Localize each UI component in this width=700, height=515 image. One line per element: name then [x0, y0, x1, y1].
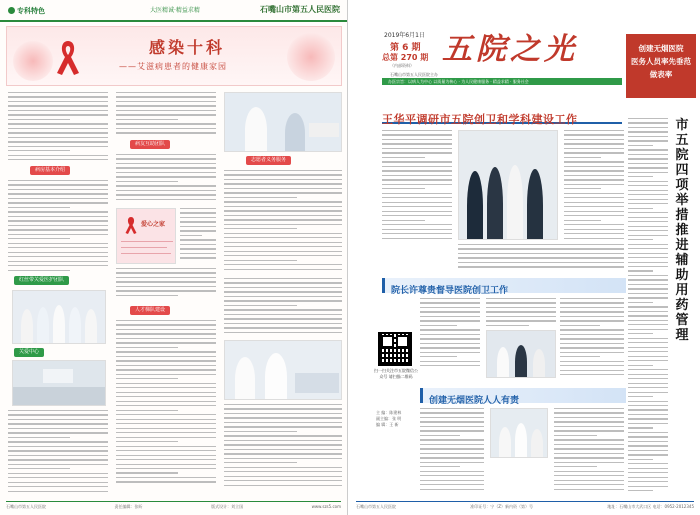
consultation-photo	[224, 92, 342, 152]
section-dot-icon	[8, 7, 15, 14]
article-text-block	[224, 170, 342, 274]
editor-line: 副主编：张 明	[376, 416, 402, 421]
article-text-block	[382, 130, 452, 242]
ward-photo	[12, 360, 106, 406]
publication-nature: （内部资料）	[390, 63, 414, 68]
subhead-creation-inspection	[382, 278, 626, 296]
issue-date: 2019年6月1日	[384, 32, 425, 39]
tag-team-building: 人才梯队建设	[130, 306, 170, 315]
footer-website: www.szs5.com	[311, 504, 341, 509]
feature-banner	[6, 26, 342, 86]
editor-line: 主 编：陈建林	[376, 410, 402, 415]
article-text-block	[116, 154, 216, 204]
article-text-block	[420, 408, 484, 492]
love-home-poster	[116, 208, 176, 264]
total-issue-number: 总第 270 期	[382, 53, 429, 62]
wechat-qr-code[interactable]	[378, 332, 412, 366]
left-page-footer	[6, 501, 341, 511]
article-text-block	[116, 92, 216, 136]
meeting-photo	[490, 408, 548, 458]
poster-text: 爱心之家	[141, 221, 166, 228]
callout-line: 做表率	[649, 70, 673, 79]
article-text-block	[560, 298, 624, 378]
left-page-header	[0, 0, 348, 22]
article-text-block	[628, 118, 668, 498]
article-text-block	[8, 410, 108, 494]
article-text-block	[486, 298, 556, 328]
left-newspaper-page	[0, 0, 348, 515]
main-headline	[382, 108, 622, 124]
red-ribbon-icon	[53, 37, 83, 77]
issue-number: 第 6 期	[390, 43, 421, 53]
main-headline-text: 王华平调研市五院创卫和学科建设工作	[382, 113, 578, 126]
subhead-no-smoking	[420, 388, 626, 406]
newspaper-brand: 五院之光	[442, 32, 578, 67]
no-smoking-callout	[626, 34, 696, 98]
article-text-block	[180, 208, 216, 264]
tag-red-ribbon-team: 红丝带关爱医护团队	[14, 276, 69, 285]
footer-address: 地址：石嘴山市大武口区 电话：0952-2012345	[607, 504, 694, 509]
article-text-block	[554, 408, 624, 492]
footer-permit: 准印证号：宁（Z）新内资（第）号	[470, 504, 534, 509]
tag-volunteer: 志愿者义务服务	[246, 156, 291, 165]
article-text-block	[420, 298, 480, 368]
header-slogan: 大医精诚·精益求精	[150, 7, 200, 14]
article-text-block	[564, 130, 624, 242]
hands-decoration-icon	[287, 33, 335, 81]
editor-line: 编 辑：王 新	[376, 422, 399, 427]
hands-decoration-icon	[13, 41, 53, 81]
right-newspaper-page	[350, 0, 700, 515]
subhead-text: 创建无烟医院人人有责	[429, 396, 520, 406]
tag-flow-support: 病友互助团队	[130, 140, 170, 149]
footer-publisher: 石嘴山市第五人民医院	[356, 504, 396, 509]
right-page-footer	[356, 501, 694, 511]
inspection-photo	[458, 130, 558, 240]
article-text-block	[8, 180, 108, 272]
red-ribbon-icon	[123, 215, 139, 235]
callout-line: 创建无烟医院	[638, 44, 684, 53]
ward-inspection-photo	[486, 330, 556, 378]
article-text-block	[116, 320, 216, 490]
footer-designer: 版式设计：刘立国	[211, 504, 244, 509]
mission-strip: 办医宗旨：以病人为中心 以质量为核心 · 为人民健康服务 · 精益求精 · 服务社会	[382, 78, 622, 85]
callout-line: 医务人员率先垂范	[631, 57, 691, 66]
hospital-name: 石嘴山市第五人民医院	[260, 4, 340, 14]
footer-publisher: 石嘴山市第五人民医院	[6, 504, 46, 509]
tag-ward-intro: 病房基本介绍	[30, 166, 70, 175]
article-text-block	[458, 244, 624, 270]
banner-subtitle: ——艾滋病患者的健康家园	[119, 62, 227, 71]
article-text-block	[224, 404, 342, 490]
editor-block	[376, 410, 416, 428]
subhead-text: 院长许尊贵督导医院创卫工作	[391, 286, 509, 296]
tag-care-center: 关爱中心	[14, 348, 44, 357]
vertical-headline: 市五院四项举措推进辅助用药管理	[675, 118, 689, 343]
article-text-block	[8, 92, 108, 162]
footer-editor: 责任编辑：张昕	[114, 504, 143, 509]
article-text-block	[224, 278, 342, 336]
publisher-line: 石嘴山市第五人民医院主办	[390, 72, 438, 77]
team-photo	[12, 290, 106, 344]
section-label: 专科特色	[8, 6, 45, 16]
article-text-block	[116, 268, 216, 302]
banner-title: 感染十科	[149, 38, 226, 57]
nursing-photo	[224, 340, 342, 400]
qr-caption: 扫一扫关注市五院微信公众号 请扫描二维码	[374, 368, 418, 379]
